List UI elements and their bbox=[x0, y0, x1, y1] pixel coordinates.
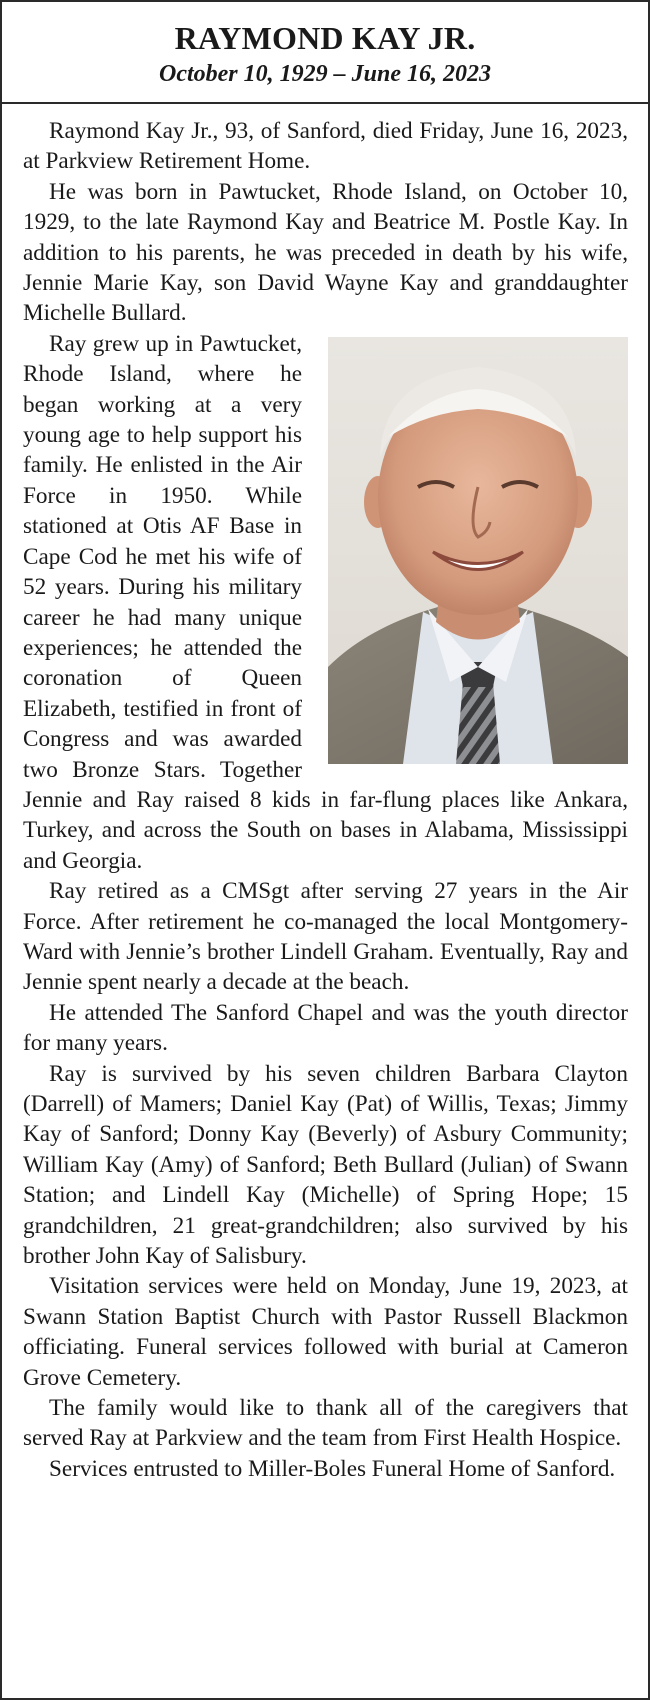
paragraph-services: Visitation services were held on Monday, June 19, 2023, at Swann Station Baptist Church with Pastor Russell Blackmon officiating. Funeral services followed with burial at Cameron Grove Cemetery. bbox=[23, 1273, 628, 1391]
paragraph-funeral-home: Services entrusted to Miller-Boles Funeral Home of Sanford. bbox=[49, 1455, 616, 1482]
paragraph-survivors: Ray is survived by his seven children Barbara Clayton (Darrell) of Mamers; Daniel Kay (Pat) of Willis, Texas; Jimmy Kay of Sanford; Donny Kay (Beverly) of Asbury Community; William Kay (Amy) of Sanford; Beth Bullard (Julian) of Swann Station; and Lindell Kay (Michelle) of Spring Hope; 15 grandchildren, 21 great-grandchildren; also survived by his brother John Kay of Salisbury. bbox=[23, 1060, 628, 1270]
paragraph-birth-family: He was born in Pawtucket, Rhode Island, on October 10, 1929, to the late Raymond Kay and Beatrice M. Postle Kay. In addition to his parents, he was preceded in death by his wife, Jennie Marie Kay, son David Wayne Kay and granddaughter Michelle Bullard. bbox=[23, 178, 628, 327]
paragraph-church: He attended The Sanford Chapel and was the youth director for many years. bbox=[23, 999, 628, 1057]
paragraph-retirement: Ray retired as a CMSgt after serving 27 years in the Air Force. After retirement he co-managed the local Montgomery-Ward with Jennie’s brother Lindell Graham. Eventually, Ray and Jennie spent nearly a decade at the beach. bbox=[23, 878, 628, 996]
portrait-photo bbox=[328, 337, 628, 764]
life-dates: October 10, 1929 – June 16, 2023 bbox=[159, 61, 491, 87]
obituary-body bbox=[2, 104, 648, 1484]
paragraph-thanks: The family would like to thank all of the caregivers that served Ray at Parkview and the team from First Health Hospice. bbox=[23, 1395, 628, 1452]
obituary-header bbox=[2, 2, 648, 104]
paragraph-early-life-service: Ray grew up in Pawtucket, Rhode Island, where he began working at a very young age to help support his family. He enlisted in the Air Force in 1950. While stationed at Otis AF Base in Cape Cod he met his wife of 52 years. During his military career he had many unique experiences; he attended the coronation of Queen Elizabeth, testified in front of Congress and was awarded two Bronze Stars. Together Jennie and Ray raised 8 kids in far-flung places like Ankara, Turkey, and across the South on bases in Alabama, Mississippi and Georgia. bbox=[23, 330, 628, 874]
paragraph-death-notice: Raymond Kay Jr., 93, of Sanford, died Friday, June 16, 2023, at Parkview Retirement Home. bbox=[23, 118, 628, 175]
deceased-name: RAYMOND KAY JR. bbox=[174, 20, 476, 56]
